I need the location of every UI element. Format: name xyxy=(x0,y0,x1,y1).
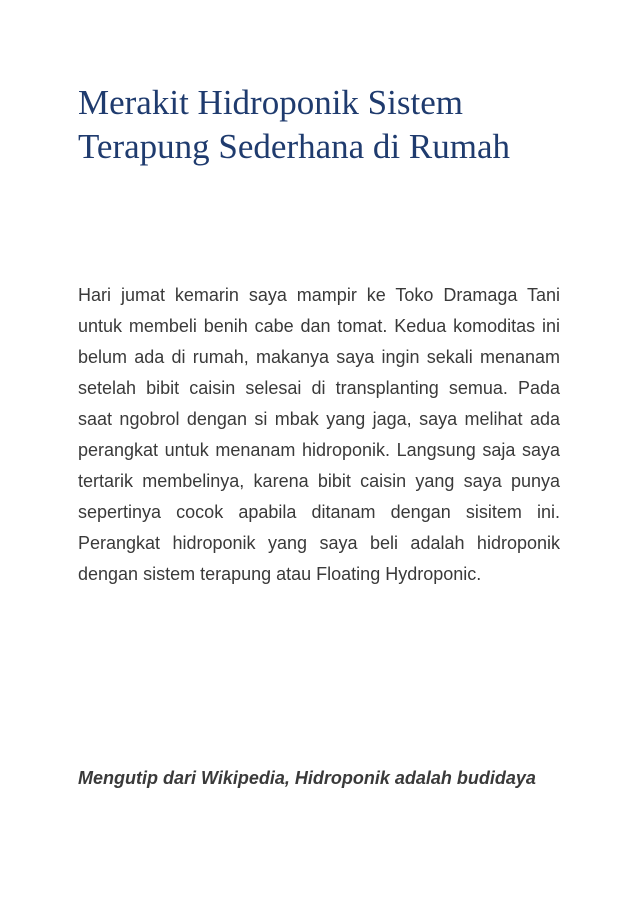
wikipedia-quote-intro: Mengutip dari Wikipedia, Hidroponik adalah budidaya xyxy=(78,768,536,788)
article-title: Merakit Hidroponik Sistem Terapung Sederhana di Rumah xyxy=(78,83,510,166)
article-paragraph: Hari jumat kemarin saya mampir ke Toko Dramaga Tani untuk membeli benih cabe dan tomat. Kedua komoditas ini belum ada di rumah, makanya saya ingin sekali menanam setelah bibit caisin selesai di transplanting semua. Pada saat ngobrol dengan si mbak yang jaga, saya melihat ada perangkat untuk menanam hidroponik. Langsung saja saya tertarik membelinya, karena bibit caisin yang saya punya sepertinya cocok apabila ditanam dengan sisitem ini. Perangkat hidroponik yang saya beli adalah hidroponik dengan sistem terapung atau Floating Hydroponic. xyxy=(78,285,560,584)
